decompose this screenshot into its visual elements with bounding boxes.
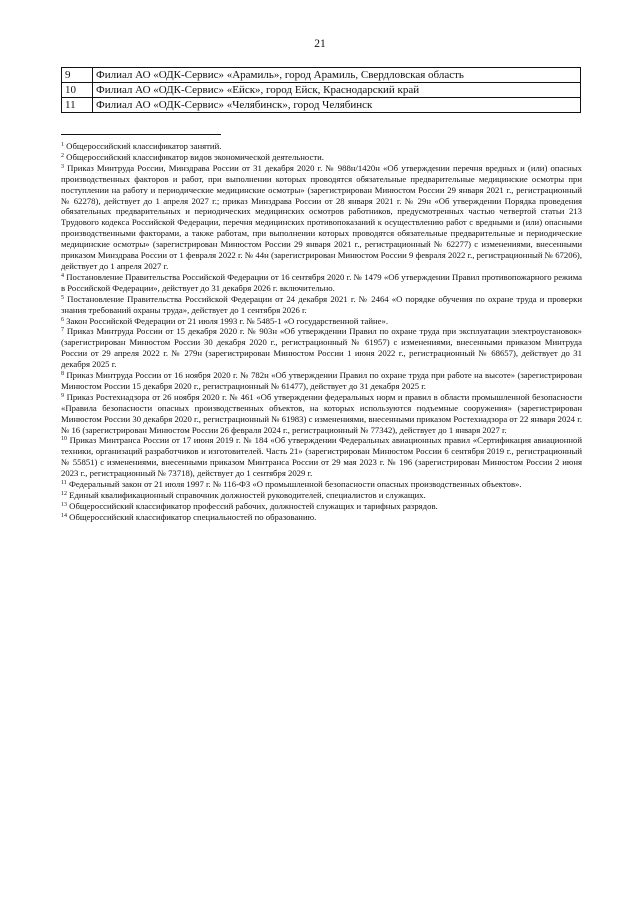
footnote-mark: 4 — [61, 272, 64, 279]
footnote — [61, 152, 582, 163]
branch-name: Филиал АО «ОДК-Сервис» «Арамиль», город Арамиль, Свердловская область — [93, 68, 581, 83]
footnote-mark: 2 — [61, 152, 64, 159]
footnote-mark: 10 — [61, 436, 67, 443]
footnote — [61, 501, 582, 512]
footnote — [61, 163, 582, 272]
footnote-mark: 5 — [61, 294, 64, 301]
footnote-mark: 13 — [61, 501, 67, 508]
footnote — [61, 392, 582, 436]
branch-name: Филиал АО «ОДК-Сервис» «Челябинск», город Челябинск — [93, 98, 581, 113]
footnote — [61, 370, 582, 392]
footnote-text: Постановление Правительства Российской Федерации от 24 декабря 2021 г. № 2464 «О порядке обучения по охране труда и проверки знания требований охраны труда», действует до 1 сентября 2026 г. — [61, 293, 582, 315]
branches-table — [61, 67, 581, 113]
footnote-text: Единый квалификационный справочник должностей руководителей, специалистов и служащих. — [69, 490, 426, 500]
table-row — [62, 68, 581, 83]
footnote-text: Постановление Правительства Российской Федерации от 16 сентября 2020 г. № 1479 «Об утверждении Правил противопожарного режима в Российской Федерации», действует до 31 декабря 2026 г. включительно. — [61, 271, 582, 293]
footnote-text: Приказ Минтруда России, Минздрава России от 31 декабря 2020 г. № 988н/1420н «Об утверждении перечня вредных и (или) опасных производственных факторов и работ, при выполнении которых проводятся обязательные предварительные медицинские осмотры при поступлении на работу и периодические медицинские осмотры» (зарегистрирован Минюстом России 29 января 2021 г., регистрационный № 62278), действует до 1 апреля 2027 г.; приказ Минздрава России от 28 января 2021 г. № 29н «Об утверждении Порядка проведения обязательных предварительных и периодических медицинских осмотров работников, предусмотренных частью четвертой статьи 213 Трудового кодекса Российской Федерации, перечня медицинских противопоказаний к осуществлению работ с вредными и (или) опасными производственными факторами, а также работам, при выполнении которых проводятся обязательные предварительные и периодические медицинские осмотры» (зарегистрирован Минюстом России 29 января 2021 г., регистрационный № 62277) с изменениями, внесенными приказом Минздрава России от 1 февраля 2022 г. № 44н (зарегистрирован Минюстом России 9 февраля 2022 г., регистрационный № 67206), действует до 1 апреля 2027 г. — [61, 162, 583, 271]
branch-number: 9 — [62, 68, 93, 83]
footnote — [61, 272, 582, 294]
table-row — [62, 83, 581, 98]
footnote-separator — [61, 134, 221, 135]
branch-number: 11 — [62, 98, 93, 113]
footnote-mark: 6 — [61, 316, 64, 323]
footnote — [61, 316, 582, 327]
footnote-mark: 8 — [61, 371, 64, 378]
footnote-text: Приказ Минтруда России от 15 декабря 2020 г. № 903н «Об утверждении Правил по охране труда при эксплуатации электроустановок» (зарегистрирован Минюстом России 30 декабря 2020 г., регистрационный № 61957) с изменениями, внесенными приказом Минтруда России от 29 апреля 2022 г. № 279н (зарегистрирован Минюстом России 1 июня 2022 г., регистрационный № 68657), действует до 31 декабря 2025 г. — [61, 326, 583, 370]
footnote-text: Приказ Ростехнадзора от 26 ноября 2020 г. № 461 «Об утверждении федеральных норм и правил в области промышленной безопасности «Правила безопасности опасных производственных объектов, на которых используются подъемные сооружения» (зарегистрирован Минюстом России 30 декабря 2020 г., регистрационный № 61983) с изменениями, внесенными приказом Ростехнадзора от 22 января 2024 г. № 16 (зарегистрирован Минюстом России 26 февраля 2024 г., регистрационный № 77342), действует до 1 января 2027 г. — [61, 391, 582, 435]
footnote-mark: 3 — [61, 163, 64, 170]
footnote-mark: 9 — [61, 392, 64, 399]
footnote-mark: 14 — [61, 512, 67, 519]
footnote-text: Общероссийский классификатор видов экономической деятельности. — [66, 151, 324, 162]
footnote — [61, 490, 582, 501]
footnote-text: Приказ Минтранса России от 17 июня 2019 г. № 184 «Об утверждении Федеральных авиационных правил «Сертификация авиационной техники, организаций разработчиков и изготовителей. Часть 21» (зарегистрирован Минюстом России 6 сентября 2019 г., регистрационный № 55851) с изменениями, внесенными приказом Минтранса России от 29 мая 2023 г. № 196 (зарегистрирован Минюстом России 2 июня 2023 г., регистрационный № 73718), действует до 1 сентября 2029 г. — [61, 435, 583, 479]
footnote — [61, 294, 582, 316]
footnote-text: Общероссийский классификатор занятий. — [66, 141, 222, 151]
footnote-text: Приказ Минтруда России от 16 ноября 2020 г. № 782н «Об утверждении Правил по охране труда при работе на высоте» (зарегистрирован Минюстом России 15 декабря 2020 г., регистрационный № 61477), действует до 31 декабря 2025 г. — [61, 370, 582, 391]
footnote-mark: 1 — [61, 142, 64, 148]
footnote — [61, 141, 582, 152]
footnote-text: Закон Российской Федерации от 21 июля 1993 г. № 5485-1 «О государственной тайне». — [66, 315, 389, 326]
footnote-mark: 12 — [61, 491, 67, 497]
branch-name: Филиал АО «ОДК-Сервис» «Ейск», город Ейск, Краснодарский край — [93, 83, 581, 98]
page-number: 21 — [314, 38, 326, 50]
footnote-mark: 7 — [61, 327, 64, 334]
footnote-text: Федеральный закон от 21 июля 1997 г. № 116-ФЗ «О промышленной безопасности опасных производственных объектов». — [68, 479, 522, 490]
branch-number: 10 — [62, 83, 93, 98]
footnote — [61, 512, 582, 523]
table-row — [62, 98, 581, 113]
footnote-mark: 11 — [61, 480, 67, 487]
footnote-text: Общероссийский классификатор профессий рабочих, должностей служащих и тарифных разрядов. — [69, 500, 438, 511]
footnote-text: Общероссийский классификатор специальностей по образованию. — [69, 511, 317, 522]
footnote — [61, 435, 582, 479]
footnote — [61, 326, 582, 370]
footnotes — [61, 141, 582, 523]
footnote — [61, 479, 582, 490]
